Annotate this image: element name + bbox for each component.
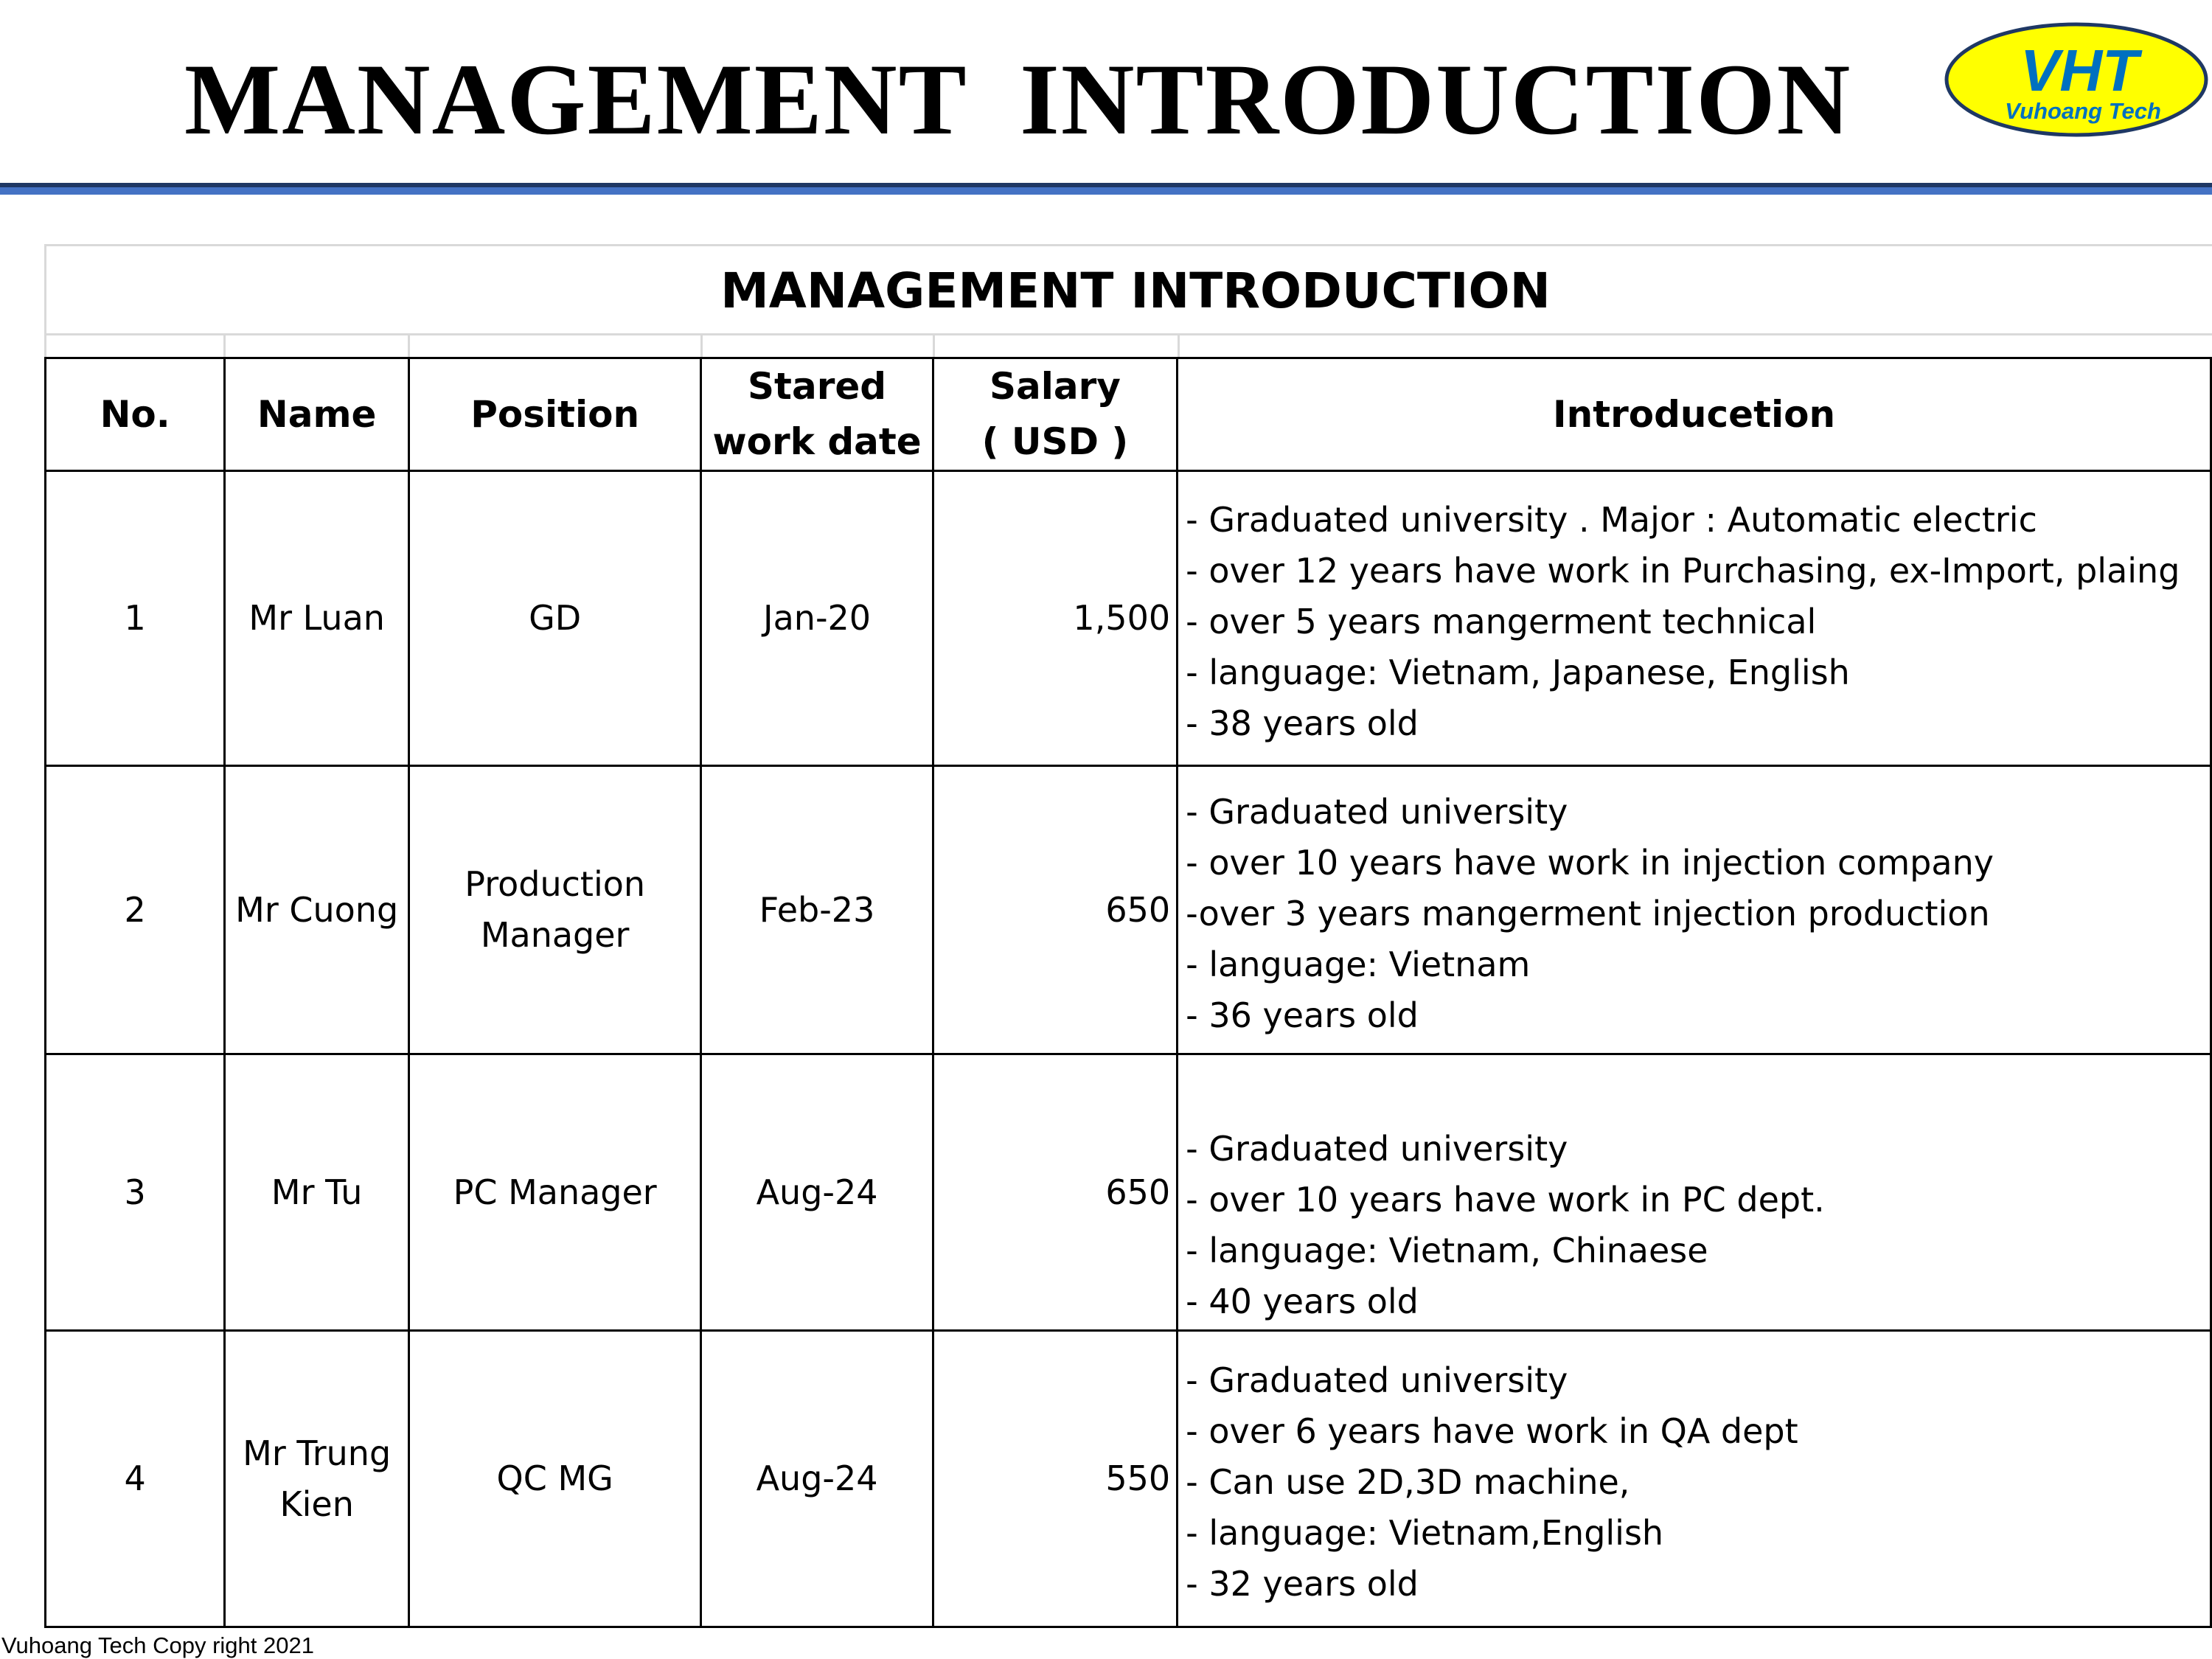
- gridline: [1178, 333, 1180, 357]
- table-row: [46, 471, 2211, 766]
- cell-no: 1: [46, 471, 225, 766]
- sheet-title: MANAGEMENT INTRODUCTION: [720, 262, 1551, 319]
- cell-start-date: Aug-24: [701, 1054, 933, 1331]
- cell-introduction: - Graduated university - over 6 years have work in QA dept - Can use 2D,3D machine, - language: Vietnam,English - 32 years old: [1178, 1331, 2211, 1627]
- table-row: [46, 766, 2211, 1054]
- logo-sub-text: Vuhoang Tech: [2005, 98, 2161, 124]
- column-header-start-date: Stared work date: [701, 358, 933, 471]
- table-row: [46, 1054, 2211, 1331]
- cell-position: QC MG: [408, 1331, 700, 1627]
- cell-no: 3: [46, 1054, 225, 1331]
- column-header-no: No.: [46, 358, 225, 471]
- cell-name: Mr Cuong: [225, 766, 409, 1054]
- gridline: [223, 333, 226, 357]
- vht-logo: [1943, 21, 2211, 139]
- header-divider-blue: [0, 187, 2212, 195]
- cell-no: 2: [46, 766, 225, 1054]
- cell-start-date: Feb-23: [701, 766, 933, 1054]
- column-header-name: Name: [225, 358, 409, 471]
- cell-introduction: - Graduated university . Major : Automatic electric - over 12 years have work in Purchasing, ex-Import, plaing - over 5 years mangerment technical - language: Vietnam, Japanese, English - 38 years old: [1178, 471, 2211, 766]
- cell-name: Mr Trung Kien: [225, 1331, 409, 1627]
- gridline: [933, 333, 935, 357]
- cell-introduction: - Graduated university - over 10 years have work in PC dept. - language: Vietnam, Chinaese - 40 years old: [1178, 1054, 2211, 1331]
- table-row: [46, 1331, 2211, 1627]
- cell-salary: 1,500: [933, 471, 1177, 766]
- column-header-salary: Salary ( USD ): [933, 358, 1177, 471]
- cell-position: PC Manager: [408, 1054, 700, 1331]
- column-header-introduction: Introducetion: [1178, 358, 2211, 471]
- cell-position: Production Manager: [408, 766, 700, 1054]
- cell-start-date: Jan-20: [701, 471, 933, 766]
- cell-introduction: - Graduated university - over 10 years have work in injection company -over 3 years mangerment injection production - language: Vietnam - 36 years old: [1178, 766, 2211, 1054]
- logo-main-text: VHT: [2020, 38, 2138, 103]
- cell-name: Mr Tu: [225, 1054, 409, 1331]
- cell-position: GD: [408, 471, 700, 766]
- table-header-row: [46, 358, 2211, 471]
- copyright-footer: Vuhoang Tech Copy right 2021: [1, 1632, 314, 1658]
- column-header-position: Position: [408, 358, 700, 471]
- cell-no: 4: [46, 1331, 225, 1627]
- cell-start-date: Aug-24: [701, 1331, 933, 1627]
- gridline: [700, 333, 703, 357]
- cell-name: Mr Luan: [225, 471, 409, 766]
- management-table: [44, 357, 2212, 1628]
- cell-salary: 550: [933, 1331, 1177, 1627]
- cell-salary: 650: [933, 766, 1177, 1054]
- cell-salary: 650: [933, 1054, 1177, 1331]
- gridline: [44, 333, 2212, 335]
- page-title: MANAGEMENT INTRODUCTION: [184, 43, 1852, 156]
- gridline: [408, 333, 410, 357]
